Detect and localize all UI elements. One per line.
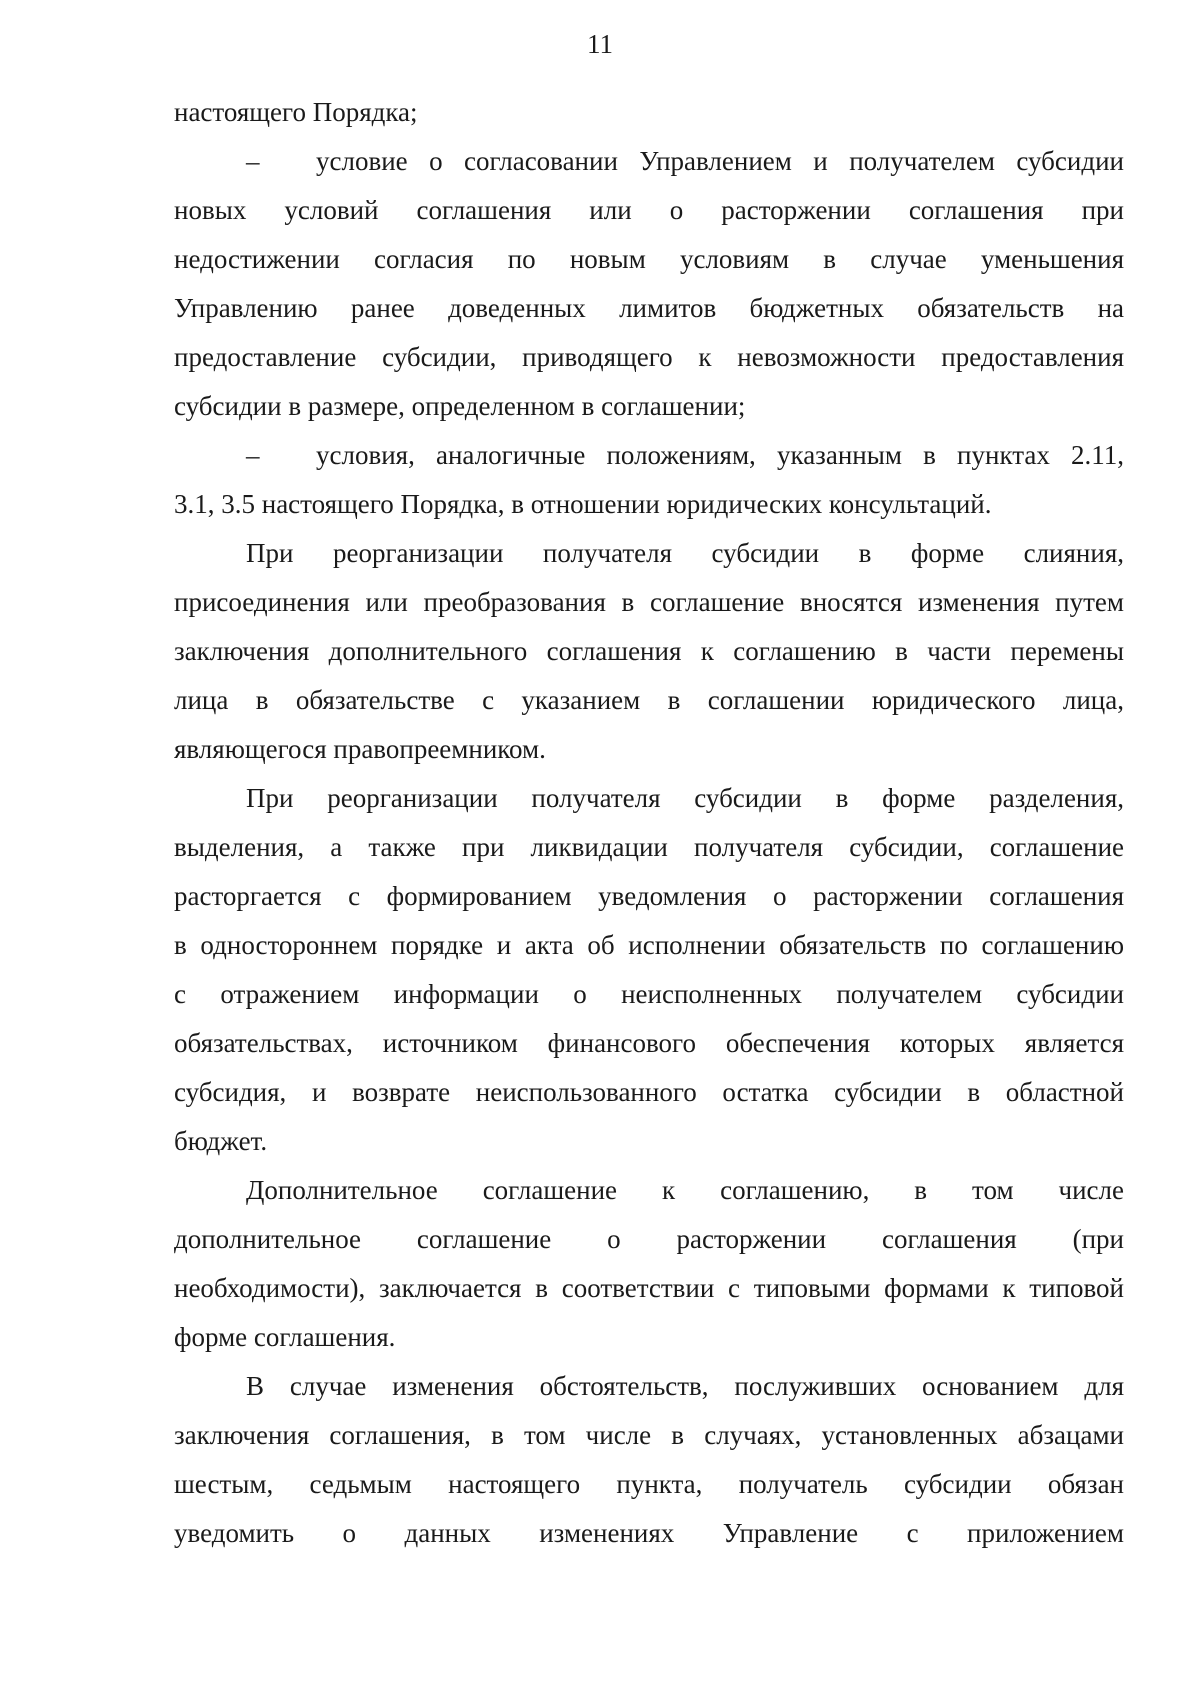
text-line: бюджет. — [174, 1126, 268, 1156]
text-line: заключения дополнительного соглашения к соглашению в части перемены — [174, 636, 1124, 666]
document-body — [174, 88, 1124, 1558]
paragraph-first-line: Дополнительное соглашение к соглашению, в том числе — [246, 1175, 1124, 1205]
text-line: уведомить о данных изменениях Управление с приложением — [174, 1518, 1124, 1548]
text-line: присоединения или преобразования в соглашение вносятся изменения путем — [174, 587, 1124, 617]
text-line: Управлению ранее доведенных лимитов бюджетных обязательств на — [174, 293, 1124, 323]
text-line: необходимости), заключается в соответствии с типовыми формами к типовой — [174, 1273, 1124, 1303]
text-line: шестым, седьмым настоящего пункта, получатель субсидии обязан — [174, 1469, 1124, 1499]
text-line: расторгается с формированием уведомления о расторжении соглашения — [174, 881, 1124, 911]
text-line: 3.1, 3.5 настоящего Порядка, в отношении юридических консультаций. — [174, 489, 992, 519]
text-line: дополнительное соглашение о расторжении соглашения (при — [174, 1224, 1124, 1254]
text-line: заключения соглашения, в том числе в случаях, установленных абзацами — [174, 1420, 1124, 1450]
text-line: настоящего Порядка; — [174, 97, 418, 127]
text-line: с отражением информации о неисполненных получателем субсидии — [174, 979, 1124, 1009]
paragraph-first-line: При реорганизации получателя субсидии в форме разделения, — [246, 783, 1124, 813]
paragraph-first-line: В случае изменения обстоятельств, послуживших основанием для — [246, 1371, 1124, 1401]
text-line: обязательствах, источником финансового обеспечения которых является — [174, 1028, 1124, 1058]
paragraph-first-line: При реорганизации получателя субсидии в форме слияния, — [246, 538, 1124, 568]
text-line: предоставление субсидии, приводящего к невозможности предоставления — [174, 342, 1124, 372]
list-item — [174, 431, 1124, 480]
text-line: в одностороннем порядке и акта об исполнении обязательств по соглашению — [174, 930, 1124, 960]
list-dash: – — [246, 440, 260, 470]
text-line: являющегося правопреемником. — [174, 734, 546, 764]
list-dash: – — [246, 146, 260, 176]
text-line: лица в обязательстве с указанием в соглашении юридического лица, — [174, 685, 1124, 715]
text-line: недостижении согласия по новым условиям в случае уменьшения — [174, 244, 1124, 274]
list-item-text: условия, аналогичные положениям, указанным в пунктах 2.11, — [316, 440, 1124, 470]
text-line: форме соглашения. — [174, 1322, 396, 1352]
text-line: выделения, а также при ликвидации получателя субсидии, соглашение — [174, 832, 1124, 862]
list-item — [174, 137, 1124, 186]
text-line: субсидии в размере, определенном в соглашении; — [174, 391, 746, 421]
text-line: субсидия, и возврате неиспользованного остатка субсидии в областной — [174, 1077, 1124, 1107]
page-number: 11 — [587, 29, 613, 59]
text-line: новых условий соглашения или о расторжении соглашения при — [174, 195, 1124, 225]
list-item-text: условие о согласовании Управлением и получателем субсидии — [316, 146, 1124, 176]
